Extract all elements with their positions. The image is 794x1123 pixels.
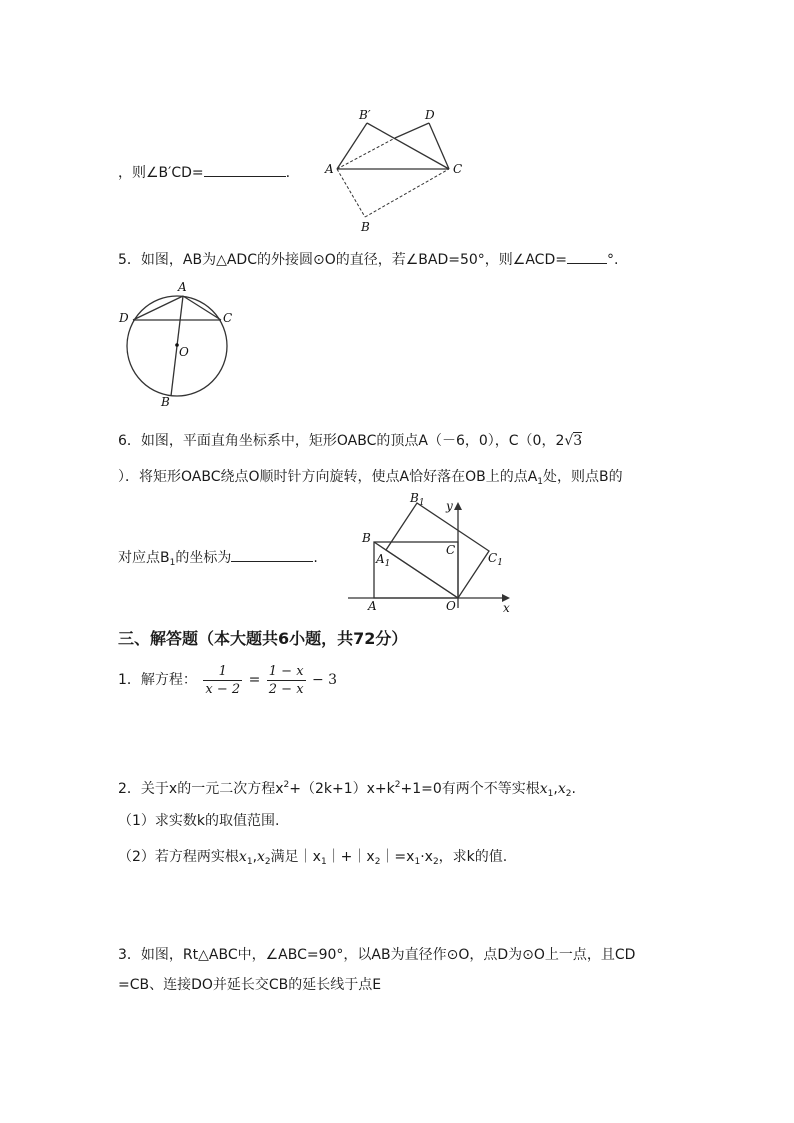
fig1-label-Bp: B′ [359,108,371,122]
fig1-label-B: B [361,220,370,234]
fig3-label-x: x [503,601,510,615]
fig1-label-D: D [425,108,435,122]
q5-figure [115,282,245,407]
p1-fraction-left: $\frac{1}{x - 2}$ [205,663,241,697]
fig1-dash-B-C [365,169,449,217]
p2-subq1: （1）求实数k的取值范围. [118,813,280,829]
fig2-chord-A-C [183,296,221,320]
fig3-label-C1: $C_1$ [488,551,503,568]
fig1-label-C: C [453,162,463,176]
section-title: 三、解答题（本大题共6小题，共72分） [118,629,408,648]
p3-line1: 3．如图，Rt△ABC中，∠ABC=90°，以AB为直径作⊙O，点D为⊙O上一点，且CD [118,947,636,963]
fig1-seg-D-C [429,123,449,169]
fig1-seg-A-Bp [337,123,367,169]
q6-line3: 对应点$B_1$的坐标为 . [118,547,318,572]
fig2-label-A: A [178,280,187,294]
fig1-dash-A-B [337,169,365,217]
fig1-seg-D-mid [395,123,429,138]
q5-answer-blank[interactable] [567,249,607,264]
fig1-seg-Bp-C [367,123,449,169]
q4-figure [325,105,465,235]
fig1-label-A: A [325,162,334,176]
fig2-label-B: B [161,395,170,409]
fig1-dash-A-D [337,138,395,169]
q6-line1: 6．如图，平面直角坐标系中，矩形OABC的顶点A（－6，0），C（0，2√3 [118,433,583,449]
fig2-label-O: O [179,345,189,359]
fig3-rect-rotated [386,503,489,598]
p1-fraction-right: $\frac{1 - x}{2 - x}$ [268,663,304,697]
fig2-label-D: D [119,311,129,325]
sqrt-symbol: √ [564,433,574,449]
fig3-label-A1: $A_1$ [376,552,391,569]
fig3-y-arrow [454,502,462,510]
fig3-label-y: y [446,499,453,513]
q4-answer-line: ，则∠B′CD= . [118,162,290,182]
p2-stem: 2．关于x的一元二次方程$x^2+(2k+1)x+k^2+1=0$有两个不等实根$x_1,x_2$. [118,780,576,799]
p3-line2: =CB、连接DO并延长交CB的延长线于点E [118,977,382,993]
fig3-label-A: A [368,599,377,613]
q4-text: ，则∠B′CD= [118,165,204,181]
p1-equation: 1．解方程： $\frac{1}{x - 2}$ = $\frac{1 - x}{2 - x}$ − 3 [118,663,338,697]
q4-answer-blank[interactable] [204,162,286,177]
fig2-label-C: C [223,311,233,325]
q6-figure [342,490,517,615]
q6-answer-blank[interactable] [231,547,313,562]
fig3-label-O: O [446,599,456,613]
sqrt-arg: 3 [573,433,583,449]
p2-subq2: （2）若方程两实根$x_1,x_2$满足$|x_1|+|x_2|=x_1\cdot x_2$，求k的值. [118,849,508,867]
q6-line2: ）．将矩形OABC绕点O顺时针方向旋转，使点A恰好落在OB上的点$A_1$处，则点B的 [118,469,623,487]
fig3-label-B: B [362,531,371,545]
fig3-label-C: C [446,543,456,557]
q5-text: 5．如图，AB为△ADC的外接圆⊙O的直径，若∠BAD=50°，则∠ACD= °. [118,249,618,269]
fig3-label-B1: $B_1$ [410,491,425,508]
